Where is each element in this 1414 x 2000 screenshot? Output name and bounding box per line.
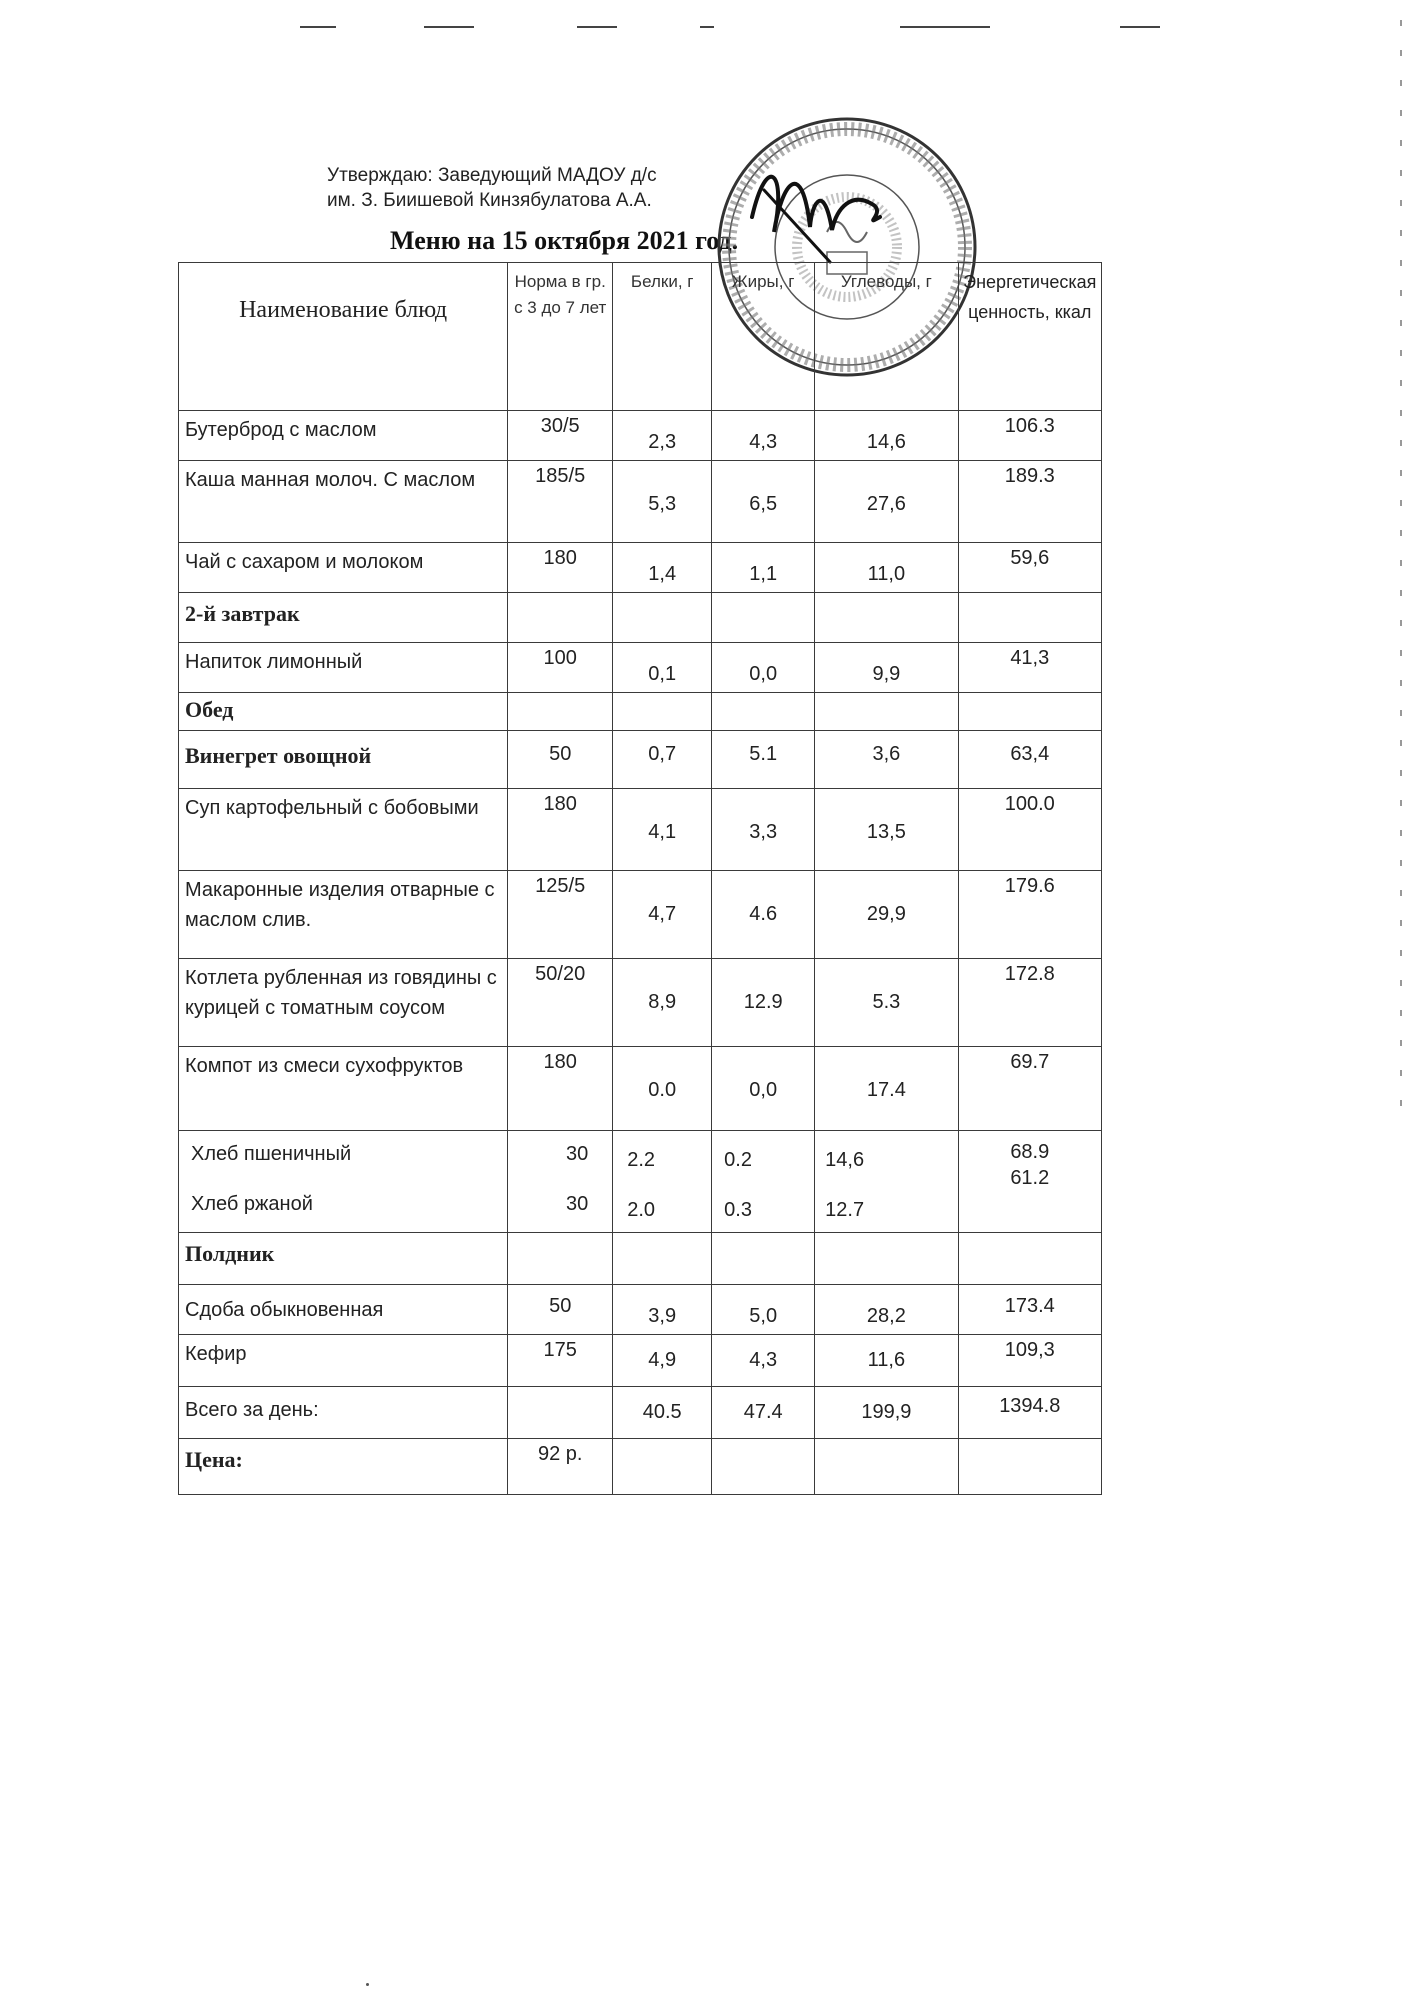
table-row <box>179 1285 1102 1335</box>
dish-portion: 30/5 <box>508 411 613 461</box>
dish-carbs: 14,6 <box>815 411 958 461</box>
dish-energy: 173.4 <box>958 1285 1101 1335</box>
header-protein: Белки, г <box>613 263 712 411</box>
header-energy: Энергетическая ценность, ккал <box>958 263 1101 411</box>
dish-fat: 0.2 <box>724 1149 752 1171</box>
dish-carbs: 3,6 <box>815 731 958 789</box>
dish-fat: 0,0 <box>712 1047 815 1131</box>
dish-name: Винегрет овощной <box>179 731 508 789</box>
dish-protein: 2,3 <box>613 411 712 461</box>
header-name: Наименование блюд <box>179 263 508 411</box>
menu-table <box>178 262 1102 1495</box>
table-row <box>179 871 1102 959</box>
dish-portion: 185/5 <box>508 461 613 543</box>
price-row <box>179 1439 1102 1495</box>
dish-energy: 59,6 <box>958 543 1101 593</box>
dish-name: Котлета рубленная из говядины с курицей с томатным соусом <box>179 959 508 1047</box>
dish-protein: 0.0 <box>613 1047 712 1131</box>
total-energy: 1394.8 <box>958 1387 1101 1439</box>
dish-protein: 4,1 <box>613 789 712 871</box>
dish-name: Компот из смеси сухофруктов <box>179 1047 508 1131</box>
dish-fat: 3,3 <box>712 789 815 871</box>
dish-portion: 30 <box>565 1193 589 1215</box>
scan-edge <box>1400 20 1402 1120</box>
dish-carbs: 14,6 <box>825 1149 865 1171</box>
table-row <box>179 731 1102 789</box>
total-label: Всего за день: <box>179 1387 508 1439</box>
dish-fat: 6,5 <box>712 461 815 543</box>
page-title: Меню на 15 октября 2021 год. <box>390 226 739 255</box>
dish-protein: 4,7 <box>613 871 712 959</box>
dish-fat: 5.1 <box>712 731 815 789</box>
dish-name: Макаронные изделия отварные с маслом слив. <box>179 871 508 959</box>
price-empty <box>815 1439 958 1495</box>
table-row <box>179 1047 1102 1131</box>
total-portion <box>508 1387 613 1439</box>
section-title: Полдник <box>179 1233 508 1285</box>
dish-fat: 0.3 <box>724 1199 752 1221</box>
dish-carbs: 11,0 <box>815 543 958 593</box>
table-row <box>179 789 1102 871</box>
dish-name: Хлеб ржаной <box>191 1193 313 1215</box>
dish-carbs: 5.3 <box>815 959 958 1047</box>
dish-carbs: 12.7 <box>825 1199 865 1221</box>
dish-portion: 180 <box>508 543 613 593</box>
header-carbs: Углеводы, г <box>815 263 958 411</box>
price-value: 92 р. <box>508 1439 613 1495</box>
dish-portion: 50 <box>508 731 613 789</box>
scan-artifact <box>700 26 714 28</box>
section-title: Обед <box>179 693 508 731</box>
dish-portion: 175 <box>508 1335 613 1387</box>
table-row <box>179 1335 1102 1387</box>
dish-energy: 189.3 <box>958 461 1101 543</box>
scan-artifact <box>900 26 990 28</box>
dish-energy: 63,4 <box>958 731 1101 789</box>
section-row <box>179 1233 1102 1285</box>
dish-fat: 4,3 <box>712 1335 815 1387</box>
dish-portion: 30 <box>565 1143 589 1165</box>
dish-name: Бутерброд с маслом <box>179 411 508 461</box>
dish-fat: 1,1 <box>712 543 815 593</box>
table-row <box>179 959 1102 1047</box>
dish-name: Напиток лимонный <box>179 643 508 693</box>
approval-line-2: им. З. Биишевой Кинзябулатова А.А. <box>327 190 652 211</box>
scan-artifact <box>424 26 474 28</box>
dish-fat: 0,0 <box>712 643 815 693</box>
total-carbs: 199,9 <box>815 1387 958 1439</box>
dish-carbs: 13,5 <box>815 789 958 871</box>
dish-energy: 61.2 <box>1010 1167 1050 1189</box>
price-empty <box>958 1439 1101 1495</box>
section-row <box>179 593 1102 643</box>
dish-protein: 0,1 <box>613 643 712 693</box>
dish-energy: 68.9 <box>1010 1141 1050 1163</box>
dish-fat: 5,0 <box>712 1285 815 1335</box>
dish-name: Хлеб пшеничный <box>191 1143 352 1165</box>
dish-carbs: 11,6 <box>815 1335 958 1387</box>
dish-name: Сдоба обыкновенная <box>179 1285 508 1335</box>
scan-artifact <box>366 1983 369 1986</box>
scan-artifact <box>300 26 336 28</box>
dish-protein: 1,4 <box>613 543 712 593</box>
dish-energy: 41,3 <box>958 643 1101 693</box>
section-row <box>179 693 1102 731</box>
dish-carbs: 29,9 <box>815 871 958 959</box>
scan-artifact <box>577 26 617 28</box>
table-row <box>179 1131 1102 1233</box>
approval-block <box>327 163 657 213</box>
header-fat: Жиры, г <box>712 263 815 411</box>
dish-carbs: 27,6 <box>815 461 958 543</box>
dish-energy: 172.8 <box>958 959 1101 1047</box>
section-title: 2-й завтрак <box>179 593 508 643</box>
dish-protein: 3,9 <box>613 1285 712 1335</box>
dish-portion: 125/5 <box>508 871 613 959</box>
total-fat: 47.4 <box>712 1387 815 1439</box>
table-row <box>179 411 1102 461</box>
scan-artifact <box>1120 26 1160 28</box>
dish-name: Чай с сахаром и молоком <box>179 543 508 593</box>
price-empty <box>712 1439 815 1495</box>
header-portion: Норма в гр. с 3 до 7 лет <box>508 263 613 411</box>
dish-name: Суп картофельный с бобовыми <box>179 789 508 871</box>
dish-protein: 0,7 <box>613 731 712 789</box>
table-row <box>179 461 1102 543</box>
dish-carbs: 28,2 <box>815 1285 958 1335</box>
dish-protein: 2.0 <box>627 1199 656 1221</box>
dish-protein: 4,9 <box>613 1335 712 1387</box>
table-row <box>179 643 1102 693</box>
dish-carbs: 17.4 <box>815 1047 958 1131</box>
dish-protein: 5,3 <box>613 461 712 543</box>
price-label: Цена: <box>179 1439 508 1495</box>
dish-portion: 50/20 <box>508 959 613 1047</box>
total-row <box>179 1387 1102 1439</box>
signature <box>752 177 880 232</box>
price-empty <box>613 1439 712 1495</box>
table-header-row <box>179 263 1102 411</box>
approval-line-1: Утверждаю: Заведующий МАДОУ д/с <box>327 165 657 186</box>
dish-protein: 2.2 <box>627 1149 656 1171</box>
dish-fat: 12.9 <box>712 959 815 1047</box>
dish-energy: 69.7 <box>958 1047 1101 1131</box>
dish-portion: 50 <box>508 1285 613 1335</box>
dish-portion: 100 <box>508 643 613 693</box>
dish-portion: 180 <box>508 1047 613 1131</box>
dish-fat: 4,3 <box>712 411 815 461</box>
dish-energy: 109,3 <box>958 1335 1101 1387</box>
dish-name: Каша манная молоч. С маслом <box>179 461 508 543</box>
dish-portion: 180 <box>508 789 613 871</box>
dish-fat: 4.6 <box>712 871 815 959</box>
table-row <box>179 543 1102 593</box>
dish-energy: 179.6 <box>958 871 1101 959</box>
dish-carbs: 9,9 <box>815 643 958 693</box>
dish-name: Кефир <box>179 1335 508 1387</box>
dish-energy: 106.3 <box>958 411 1101 461</box>
dish-protein: 8,9 <box>613 959 712 1047</box>
total-protein: 40.5 <box>613 1387 712 1439</box>
dish-energy: 100.0 <box>958 789 1101 871</box>
